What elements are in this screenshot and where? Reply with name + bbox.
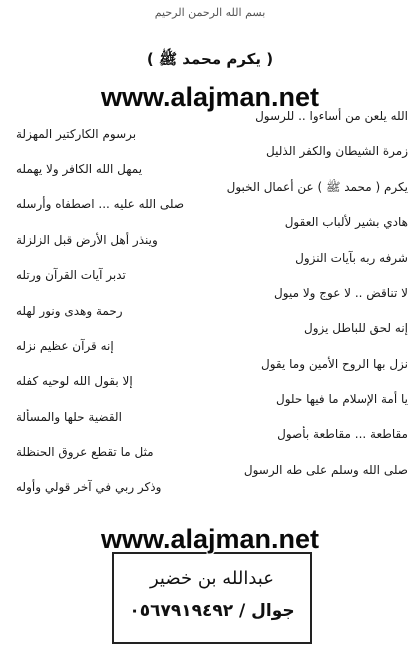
- author-name: عبدالله بن خضير: [150, 568, 274, 589]
- verse-16: إلا بقول الله لوحيه كفله: [16, 374, 133, 389]
- verse-13: إنه لحق للباطل يزول: [304, 321, 408, 336]
- verse-1: الله يلعن من أساءوا .. للرسول: [255, 109, 408, 123]
- verse-11: لا تناقض .. لا عوج ولا ميول: [274, 285, 408, 300]
- watermark-bottom: www.alajman.net: [100, 524, 320, 554]
- author-phone: جوال / ٠٥٦٧٩١٩٤٩٢: [129, 601, 295, 621]
- verse-22: وذكر ربي في آخر قولي وأوله: [16, 480, 162, 495]
- poem-body: [10, 108, 410, 497]
- verse-6: صلى الله عليه ... اصطفاه وأرسله: [16, 197, 185, 212]
- author-signature-box: [112, 552, 312, 644]
- verse-20: مثل ما تقطع عروق الحنظلة: [16, 445, 154, 460]
- watermark-top: www.alajman.net: [100, 82, 320, 112]
- basmala-heading: بسم الله الرحمن الرحيم: [154, 6, 266, 19]
- verse-8: وينذر أهل الأرض قبل الزلزلة: [16, 232, 158, 247]
- verse-9: شرفه ربه بآيات النزول: [295, 250, 408, 265]
- verse-14: إنه قرآن عظيم نزله: [16, 338, 114, 353]
- verse-19: مقاطعة ... مقاطعة بأصول: [277, 427, 408, 442]
- poem-title: ( يكرم محمد ﷺ ): [146, 50, 274, 68]
- verse-3: زمرة الشيطان والكفر الذليل: [266, 144, 408, 159]
- verse-4: يمهل الله الكافر ولا يهمله: [16, 162, 143, 177]
- verse-17: يا أمة الإسلام ما فيها حلول: [275, 392, 408, 406]
- verse-10: تدبر آيات القرآن ورتله: [16, 268, 126, 283]
- verse-18: القضية حلها والمسألة: [16, 409, 122, 424]
- verse-2: برسوم الكاركتير المهزلة: [16, 126, 137, 141]
- verse-21: صلى الله وسلم على طه الرسول: [243, 462, 408, 477]
- verse-7: هادي بشير لألباب العقول: [284, 215, 408, 230]
- verse-5: يكرم ( محمد ﷺ ) عن أعمال الخبول: [226, 179, 408, 194]
- verse-15: نزل بها الروح الأمين وما يقول: [261, 356, 408, 371]
- verse-12: رحمة وهدى ونور لهله: [16, 303, 123, 318]
